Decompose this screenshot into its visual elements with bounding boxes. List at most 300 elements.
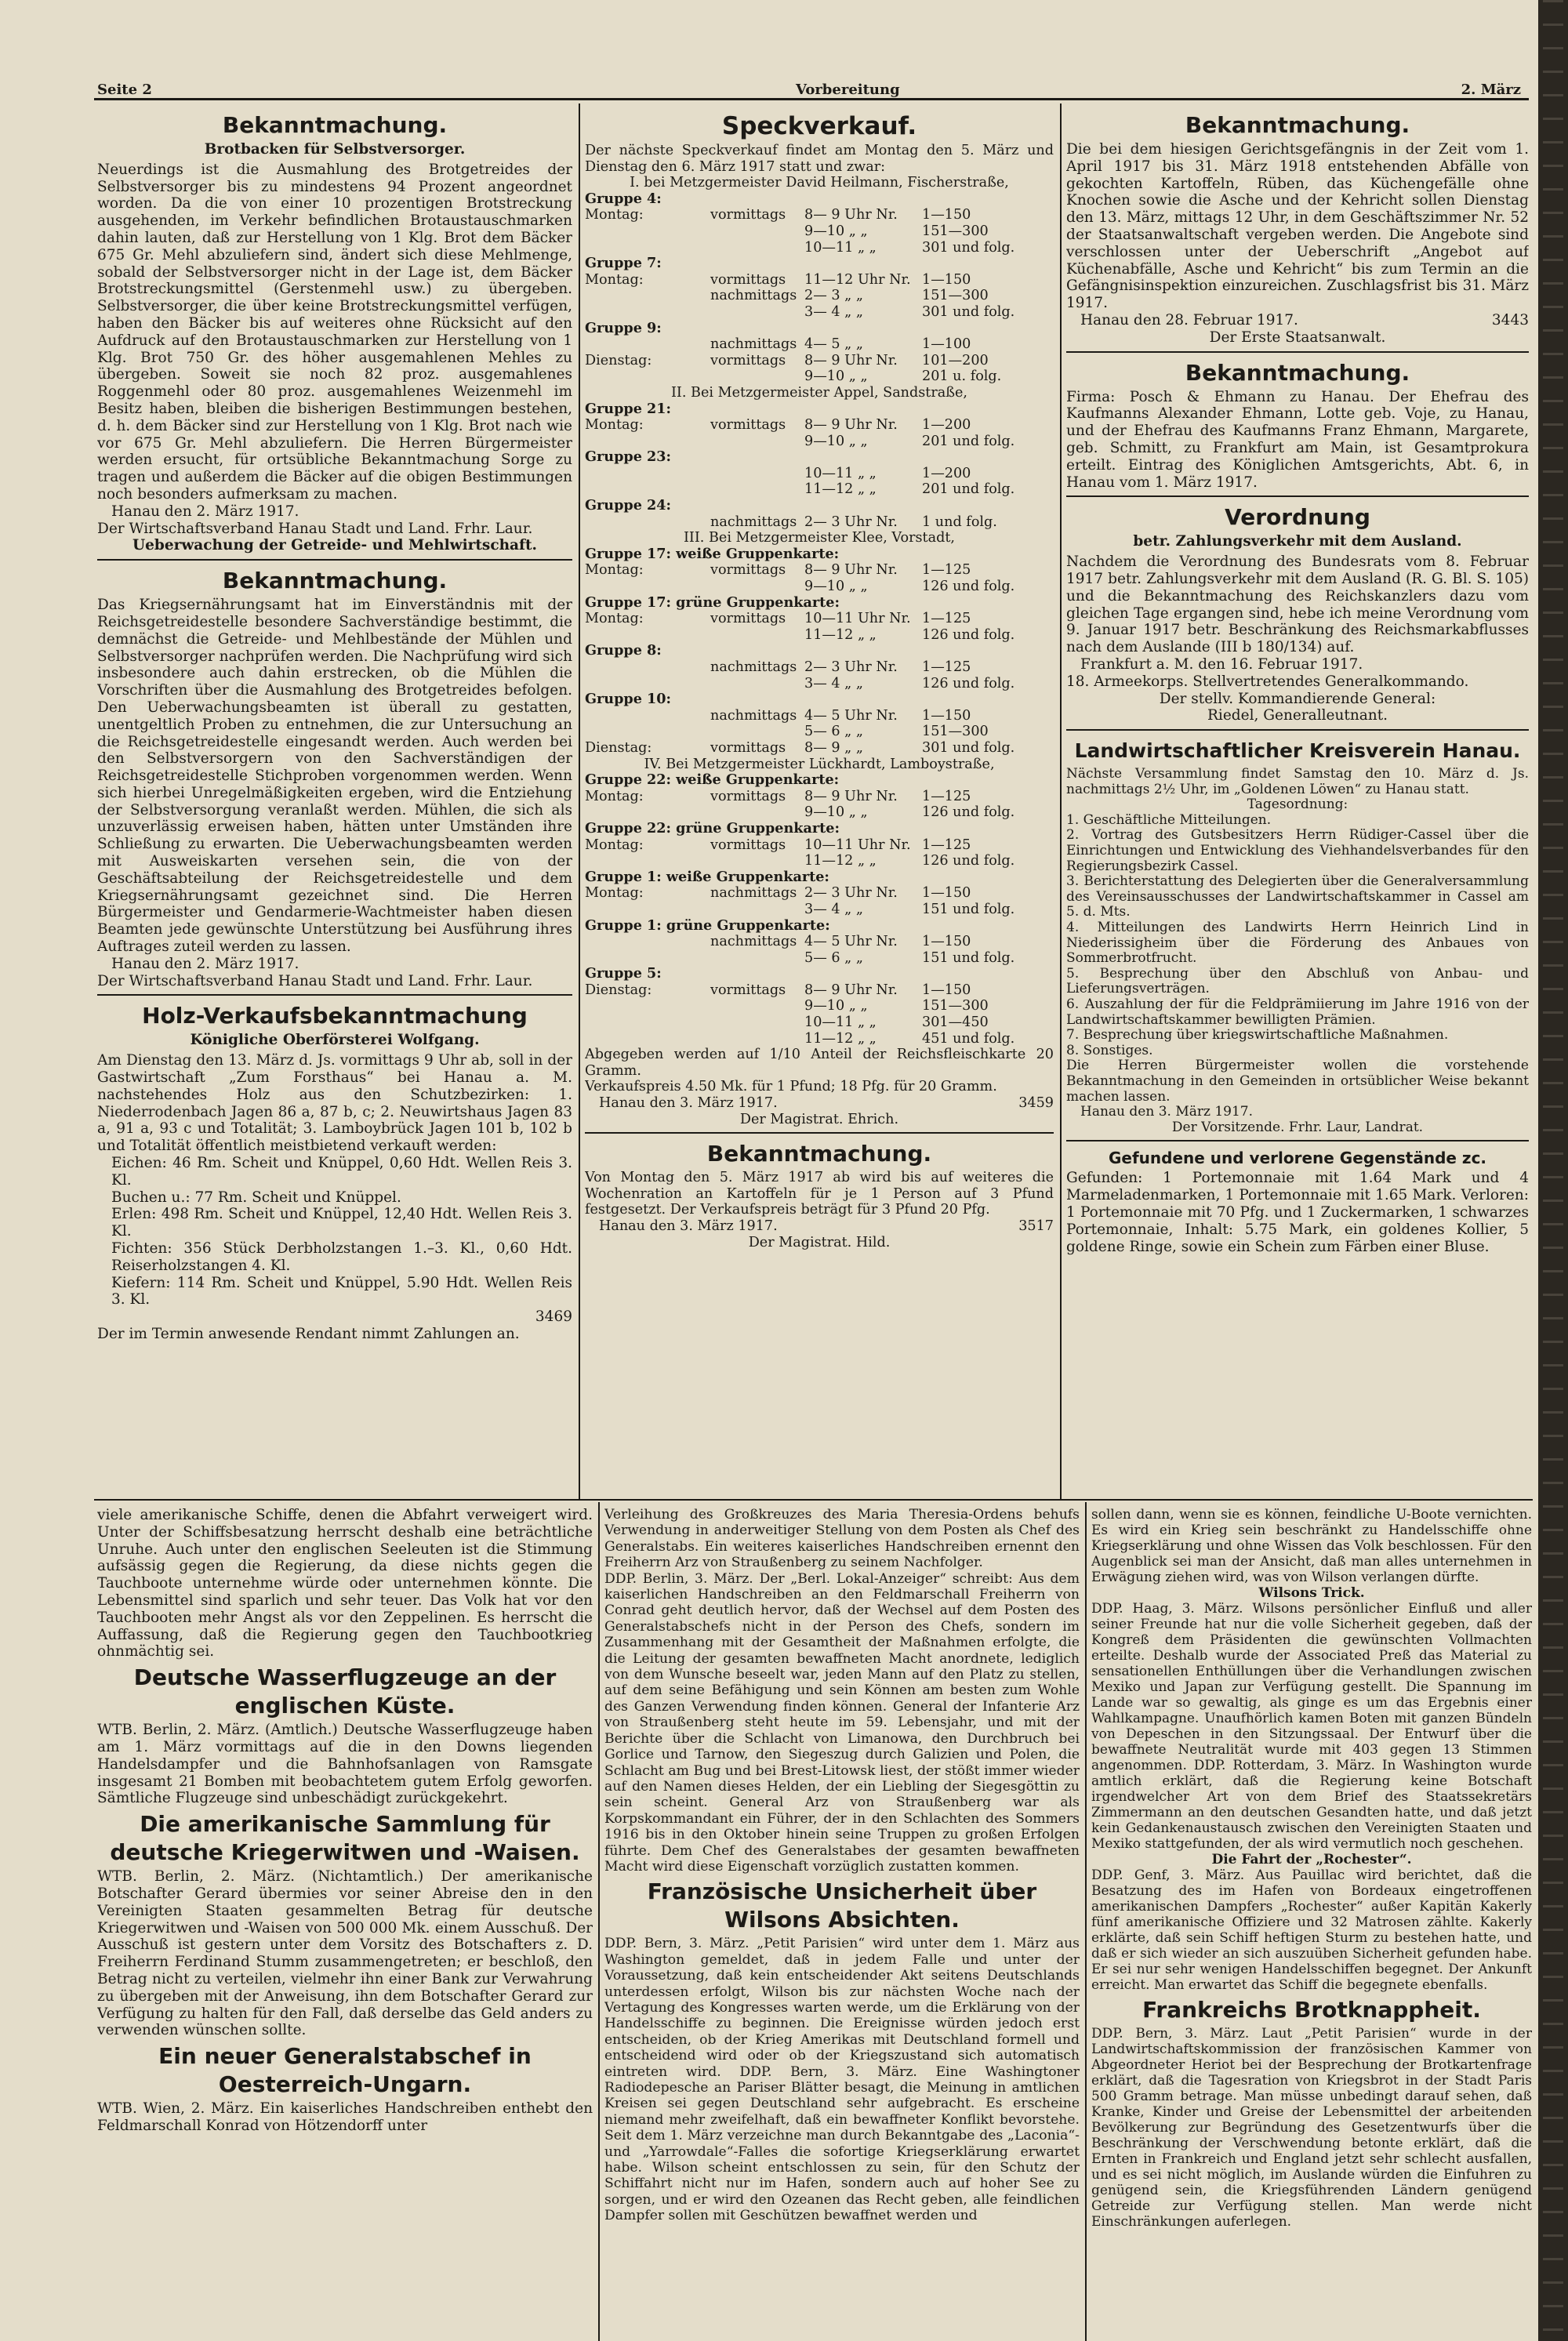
article-headline: Frankreichs Brotknappheit.	[1142, 1997, 1481, 2023]
schedule-row	[585, 417, 1054, 434]
schedule-row	[585, 659, 1054, 676]
schedule-numbers: 1—125	[922, 659, 971, 675]
schedule-hours: 9—10 „ „	[804, 368, 868, 385]
schedule-hours: 11—12 „ „	[804, 1030, 877, 1047]
schedule-daytime	[710, 481, 804, 498]
notice-signature: Der Erste Staatsanwalt.	[1209, 328, 1386, 346]
notice-number: 3517	[1018, 1218, 1054, 1234]
schedule-hours: 2— 3 Uhr Nr.	[804, 514, 898, 530]
schedule-day	[585, 676, 710, 692]
wood-item: Erlen: 498 Rm. Scheit und Knüppel, 12,40 Hdt. Wellen Reis 3. Kl.	[111, 1206, 572, 1240]
schedule-day	[585, 481, 710, 498]
schedule-daytime	[710, 368, 804, 385]
schedule-day: Montag:	[585, 885, 644, 902]
schedule-hours: 3— 4 „ „	[804, 901, 863, 917]
schedule-daytime	[710, 466, 804, 482]
schedule-day	[585, 1014, 710, 1031]
schedule-numbers: 1—100	[922, 336, 971, 353]
divider	[1066, 1140, 1529, 1141]
schedule-daytime	[710, 627, 804, 644]
agenda-title: Tagesordnung:	[1247, 797, 1348, 813]
article-text: Verleihung des Großkreuzes des Maria Theresia-Ordens behufs Verwendung in anderweitiger Stellung von dem Posten als Chef des Generalstabs. Ein weiteres kaiserliches Handschreiben ernennt den Freiherrn Arz von Straußenberg zu seinem Nachfolger.	[604, 1507, 1080, 1571]
schedule-day	[585, 514, 710, 531]
binding-edge	[1538, 0, 1568, 2341]
schedule-hours: 4— 5 „ „	[804, 336, 863, 353]
notice-body: Firma: Posch & Ehmann zu Hanau. Der Ehefrau des Kaufmanns Alexander Ehmann, Lotte geb. Voje, zu Hanau, und der Ehefrau des Kaufmanns Franz Ehmann, Margarete, geb. Schmitt, zu Frankfurt am Main, ist Gesamtprokura erteilt. Eintrag des Königlichen Amtsgerichts, Abt. 6, in Hanau vom 1. März 1917.	[1066, 388, 1529, 491]
group-label: Gruppe 17: grüne Gruppenkarte:	[585, 593, 840, 611]
group-label: Gruppe 8:	[585, 642, 662, 659]
schedule-row	[585, 207, 1054, 223]
schedule-day	[585, 288, 710, 304]
notice-date: Frankfurt a. M. den 16. Februar 1917.	[1080, 655, 1363, 673]
schedule-row	[585, 934, 1054, 950]
schedule-row	[585, 481, 1054, 498]
notice-verordnung	[1066, 503, 1529, 724]
schedule-daytime: vormittags	[710, 739, 786, 756]
group-label: Gruppe 10:	[585, 691, 671, 708]
schedule-numbers: 1—150	[922, 707, 971, 724]
schedule-day	[585, 304, 710, 321]
schedule-daytime	[710, 950, 804, 967]
header-date: 2. März	[1461, 82, 1521, 98]
notice-body: Von Montag den 5. März 1917 ab wird bis auf weiteres die Wochenration an Kartoffeln für je 1 Person auf 3 Pfund festgesetzt. Der Verkaufspreis beträgt für 3 Pfund 20 Pfg.	[585, 1170, 1054, 1218]
column-rule-2	[1060, 103, 1062, 1499]
notice-date: Hanau den 28. Februar 1917.	[1080, 311, 1298, 328]
schedule-daytime	[710, 1031, 804, 1047]
schedule-numbers: 301 und folg.	[922, 239, 1015, 256]
column-rule-1	[579, 103, 580, 1499]
lower-rule-1	[598, 1502, 600, 2341]
schedule-day	[585, 627, 710, 644]
notice-date-row	[585, 1095, 1054, 1112]
schedule-numbers: 1—200	[922, 465, 971, 481]
group-label: Gruppe 5:	[585, 965, 662, 982]
schedule-numbers: 1—125	[922, 788, 971, 804]
notice-body: Die bei dem hiesigen Gerichtsgefängnis in der Zeit vom 1. April 1917 bis 31. März 1918 entstehenden Abfälle von gekochten Kartoffeln, Rüben, das Küchengefälle ohne Knochen sowie die Asche und der Kehricht sollen Dienstag den 13. März, mittags 12 Uhr, in dem Geschäftszimmer Nr. 52 der Staatsanwaltschaft vergeben werden. Die Angebote sind verschlossen unter der Ueberschrift „Angebot auf Küchenabfälle, Asche und Kehricht“ bis zum Termin an die Gefängnisinspektion einzureichen. Zuschlagsfrist bis 31. März 1917.	[1066, 141, 1529, 312]
schedule-day: Montag:	[585, 611, 644, 627]
schedule-numbers: 1—125	[922, 611, 971, 627]
notice-title: Bekanntmachung.	[1185, 359, 1410, 386]
agenda-item: 6. Auszahlung der für die Feldprämiierung im Jahre 1916 von der Landwirtschaftskammer bewilligten Prämien.	[1066, 996, 1529, 1028]
divider	[1066, 351, 1529, 353]
schedule-hours: 11—12 „ „	[804, 853, 877, 869]
schedule-numbers: 1—150	[922, 934, 971, 950]
header-page-number: Seite 2	[97, 82, 152, 98]
section-rule	[94, 1499, 1533, 1501]
divider	[1066, 729, 1529, 731]
schedule-day: Dienstag:	[585, 352, 652, 368]
notice-signature: Der Vorsitzende. Frhr. Laur, Landrat.	[1171, 1119, 1424, 1135]
article-text: DDP. Genf, 3. März. Aus Pauillac wird berichtet, daß die Besatzung des im Hafen von Bordeaux eingetroffenen amerikanischen Dampfers „Rochester“ außer Kapitän Kakerly fünf amerikanische Offiziere und 32 Matrosen zählte. Kakerly erklärte, daß sein Schiff heftigen Sturm zu bestehen hatte, und daß er sich wieder an sich auszuüben Sicherheit gefunden habe. Er sei nur sehr wenigen Handelsschiffen begegnet. Der Ankunft erreicht. Man erwartet das Schiff die begegnete ebenfalls.	[1091, 1867, 1532, 1993]
schedule-daytime	[710, 804, 804, 821]
notice-signature: Der Wirtschaftsverband Hanau Stadt und Land. Frhr. Laur.	[97, 520, 533, 537]
wood-item: Fichten: 356 Stück Derbholzstangen 1.–3. Kl., 0,60 Hdt. Reiserholzstangen 4. Kl.	[111, 1240, 572, 1274]
schedule-daytime: vormittags	[710, 611, 786, 627]
lower-column-2	[604, 1507, 1080, 2338]
schedule-hours: 10—11 „ „	[804, 465, 877, 481]
butcher-heading: II. Bei Metzgermeister Appel, Sandstraße,	[670, 384, 968, 401]
schedule-row	[585, 272, 1054, 289]
butcher-heading: IV. Bei Metzgermeister Lückhardt, Lamboystraße,	[644, 756, 995, 772]
notice-title: Speckverkauf.	[721, 112, 917, 140]
notice-title: Gefundene und verlorene Gegenstände zc.	[1108, 1149, 1487, 1168]
page-header	[94, 82, 1529, 100]
article-headline: Die amerikanische Sammlung für deutsche Kriegerwitwen und -Waisen.	[110, 1811, 580, 1866]
article-subhead: Wilsons Trick.	[1258, 1585, 1365, 1601]
agenda-item: 2. Vortrag des Gutsbesitzers Herrn Rüdiger-Cassel über die Einrichtungen und Entwicklung des Viehhandelsverbandes für den Regierungsbezirk Cassel.	[1066, 827, 1529, 874]
schedule-day: Montag:	[585, 837, 644, 853]
schedule-daytime	[710, 579, 804, 595]
schedule-numbers: 126 und folg.	[922, 626, 1015, 643]
agenda-item: 4. Mitteilungen des Landwirts Herrn Heinrich Lind in Niederissigheim über die Förderung des Anbaues von Sommerbrotfrucht.	[1066, 920, 1529, 967]
schedule-numbers: 1—150	[922, 271, 971, 288]
butcher-heading: I. bei Metzgermeister David Heilmann, Fischerstraße,	[630, 175, 1009, 191]
notice-abfaelle	[1066, 111, 1529, 347]
schedule-numbers: 1—150	[922, 207, 971, 223]
agenda-item: 7. Besprechung über kriegswirtschaftliche Maßnahmen.	[1066, 1027, 1449, 1043]
notice-prokura	[1066, 359, 1529, 492]
schedule-hours: 2— 3 „ „	[804, 288, 863, 304]
schedule-daytime: vormittags	[710, 562, 786, 579]
notice-subtitle: Brotbacken für Selbstversorger.	[204, 141, 466, 158]
schedule-numbers: 151 und folg.	[922, 901, 1015, 917]
schedule-hours: 8— 9 „ „	[804, 739, 863, 756]
schedule-row	[585, 885, 1054, 902]
schedule-daytime	[710, 304, 804, 321]
schedule-day	[585, 853, 710, 869]
schedule-daytime: vormittags	[710, 837, 786, 853]
lower-rule-2	[1085, 1502, 1087, 2341]
schedule-hours: 11—12 Uhr Nr.	[804, 271, 911, 288]
notice-signature: Der Wirtschaftsverband Hanau Stadt und Land. Frhr. Laur.	[97, 972, 533, 989]
article-text: DDP. Bern, 3. März. „Petit Parisien“ wird unter dem 1. März aus Washington gemeldet, daß in jedem Falle und unter der Voraussetzung, daß kein entscheidender Akt seitens Deutschlands unterdessen erfolgt, Wilson bis zur nächsten Woche nach der Vertagung des Kongresses warten werde, um die Erklärung von der Handelsschiffe zu beginnen. Die Ereignisse würden jedoch erst entscheiden, ob der Krieg Amerikas mit Deutschland formell und entscheidend wird oder ob der Kriegszustand sich automatisch eintreten wird. DDP. Bern, 3. März. Eine Washingtoner Radiodepesche an Pariser Blätter besagt, die Meinung in amtlichen Kreisen sei gegen Deutschland sehr aufgebracht. Es erscheine niemand mehr zweifelhaft, daß ein bewaffneter Konflikt bevorstehe. Seit dem 1. März verzeichne man durch Bekanntgabe des „Laconia“- und „Yarrowdale“-Falles die sofortige Kriegserklärung erwartet habe. Wilson scheint entschlossen zu sein, für den Schutz der Schiffahrt nicht nur im Hafen, sondern auch auf hoher See zu sorgen, und er wird den Ozeanen das Recht geben, alle feindlichen Dampfer sollen mit Geschützen bewaffnet werden und	[604, 1936, 1080, 2224]
schedule-day	[585, 1031, 710, 1047]
divider	[1066, 495, 1529, 497]
article-text: DDP. Berlin, 3. März. Der „Berl. Lokal-Anzeiger“ schreibt: Aus dem kaiserlichen Handschreiben an den Feldmarschall Freiherrn von Conrad geht deutlich hervor, daß der Wechsel auf dem Posten des Generalstabschefs nicht in der Person des Chefs, sondern im Zusammenhang mit der Gesamtheit der Maßnahmen erfolgte, die die Leitung der gesamten bewaffneten Macht anordnete, lediglich von dem Wunsche beseelt war, jeden Mann auf den Platz zu stellen, auf dem seine Befähigung und sein Können am besten zum Wohle des Ganzen Verwendung finden können. General der Infanterie Arz von Straußenberg steht heute im 59. Lebensjahr, und mit der Berichte über die Schlacht von Limanowa, den Durchbruch bei Gorlice und Tarnow, den Siegeszug durch Galizien und Polen, die Schlacht am Bug und bei Brest-Litowsk liest, der stößt immer wieder auf den Namen dieses Helden, der ein Liebling der Siegesgöttin zu sein scheint. General Arz von Straußenberg war als Korpskommandant ein Führer, der in den Schlachten des Sommers 1916 bis in den Oktober hinein seine Truppen zu großen Erfolgen führte. Dem Chef des Generalstabes der gesamten bewaffneten Macht wird diese Eigenschaft vorzüglich zustatten kommen.	[604, 1570, 1080, 1875]
schedule-hours: 9—10 „ „	[804, 804, 868, 821]
group-label: Gruppe 1: weiße Gruppenkarte:	[585, 868, 829, 885]
notice-date: Hanau den 3. März 1917.	[599, 1218, 778, 1234]
schedule-hours: 8— 9 Uhr Nr.	[804, 982, 898, 998]
schedule-row	[585, 982, 1054, 999]
schedule-daytime: nachmittags	[710, 336, 797, 353]
agenda-item: 1. Geschäftliche Mitteilungen.	[1066, 811, 1272, 828]
schedule-row	[585, 223, 1054, 240]
schedule-row	[585, 837, 1054, 854]
schedule-row	[585, 950, 1054, 967]
notice-brotbacken	[97, 111, 572, 554]
article-text: WTB. Berlin, 2. März. (Amtlich.) Deutsche Wasserflugzeuge haben am 1. März vormittags auf die in den Downs liegenden Handelsdampfer und die Bahnhofsanlagen von Ramsgate insgesamt 21 Bomben mit beobachtetem gutem Erfolg geworfen. Sämtliche Flugzeuge sind unbeschädigt zurückgekehrt.	[97, 1722, 593, 1807]
schedule-hours: 9—10 „ „	[804, 998, 868, 1014]
notice-title: Bekanntmachung.	[1185, 112, 1410, 138]
notice-date: Hanau den 2. März 1917.	[111, 503, 299, 520]
schedule-numbers: 151—300	[922, 223, 989, 239]
schedule-day	[585, 223, 710, 240]
article-headline: Französische Unsicherheit über Wilsons Absichten.	[647, 1878, 1037, 1933]
schedule-row	[585, 579, 1054, 595]
schedule-row	[585, 676, 1054, 692]
schedule-numbers: 201 und folg.	[922, 481, 1015, 498]
agenda-item: 3. Berichterstattung des Delegierten über die Generalversammlung des Vereinsausschusses der Landwirtschaftskammer in Cassel am 5. d. Mts.	[1066, 873, 1529, 920]
article-text: DDP. Haag, 3. März. Wilsons persönlicher Einfluß und aller seiner Freunde hat nur die volle Sicherheit gegeben, daß der Kongreß dem Präsidenten die gewünschten Vollmachten erteilte. Deshalb wurde der Associated Preß das Material zu sensationellen Enthüllungen über die Verhandlungen zwischen Mexiko und Japan zur Verfügung gestellt. Die Spannung im Lande war so gewaltig, als ginge es um das Ergebnis einer Wahlkampagne. Unaufhörlich kamen Boten mit ganzen Bündeln von Depeschen in den Sitzungssaal. Der Entwurf über die bewaffnete Neutralität wurde mit 403 gegen 13 Stimmen angenommen. DDP. Rotterdam, 3. März. In Washington wurde amtlich erklärt, daß die Regierung keine Botschaft irgendwelcher Art von dem Brief des Staatssekretärs Zimmermann an den deutschen Gesandten hatte, und daß jetzt kein Gedankenaustausch zwischen den Vereinigten Staaten und Mexiko stattgefunden, der als wird vermutlich noch geschehen.	[1091, 1601, 1532, 1852]
article-text: viele amerikanische Schiffe, denen die Abfahrt verweigert wird. Unter der Schiffsbesatzung herrscht deshalb eine beträchtliche Unruhe. Auch unter den englischen Seeleuten ist die Stimmung aufsässig gegen die Regierung, da diese nichts gegen die Tauchboote unternehme würde oder unternehmen könnte. Die Lebensmittel sind sparlich und sehr teuer. Das Volk hat vor den Tauchbooten mehr Angst als vor den Zeppelinen. Es herrscht die Auffassung, daß die Regierung gegen den Tauchbootkrieg ohnmächtig sei.	[97, 1507, 593, 1660]
notice-signature: Der Magistrat. Hild.	[748, 1234, 891, 1250]
notice-number: 3469	[535, 1308, 572, 1326]
notice-date: Hanau den 3. März 1917.	[1080, 1104, 1254, 1120]
group-label: Gruppe 1: grüne Gruppenkarte:	[585, 916, 830, 934]
schedule-day	[585, 579, 710, 595]
group-label: Gruppe 22: weiße Gruppenkarte:	[585, 771, 840, 789]
schedule-numbers: 301 und folg.	[922, 739, 1015, 756]
schedule-daytime: nachmittags	[710, 288, 797, 304]
schedule-daytime	[710, 902, 804, 918]
schedule-row	[585, 304, 1054, 321]
schedule-daytime	[710, 724, 804, 740]
schedule-numbers: 301—450	[922, 1014, 989, 1031]
schedule-day	[585, 804, 710, 821]
notice-kreisverein	[1066, 737, 1529, 1135]
schedule-daytime: vormittags	[710, 207, 786, 223]
article-text: WTB. Berlin, 2. März. (Nichtamtlich.) Der amerikanische Botschafter Gerard übermies vor seiner Abreise den in den Vereinigten Staaten gesammelten Betrag für deutsche Kriegerwitwen und -Waisen von 500 000 Mk. einem Ausschuß. Der Ausschuß ist gestern unter dem Vorsitz des Botschafters z. D. Freiherrn Ferdinand Stumm zusammengetreten; er beschloß, den Betrag nicht zu verteilen, vielmehr ihn einer Bank zur Verwahrung zu übergeben mit der Anweisung, ihn dem Botschafter Gerard zur Verfügung zu halten für den Fall, daß derselbe das Geld anders zu verwenden wünschen sollte.	[97, 1868, 593, 2039]
schedule-daytime: nachmittags	[710, 934, 797, 950]
schedule-hours: 2— 3 Uhr Nr.	[804, 659, 898, 675]
schedule-day: Montag:	[585, 207, 644, 223]
schedule-numbers: 126 und folg.	[922, 579, 1015, 595]
schedule-row	[585, 353, 1054, 369]
schedule-numbers: 301 und folg.	[922, 303, 1015, 320]
notice-title: Holz-Verkaufsbekanntmachung	[142, 1003, 528, 1029]
upper-column-3	[1066, 108, 1529, 1496]
notice-intro: Der nächste Speckverkauf findet am Montag den 5. März und Dienstag den 6. März 1917 statt und zwar:	[585, 143, 1054, 175]
schedule-hours: 4— 5 Uhr Nr.	[804, 934, 898, 950]
divider	[97, 994, 572, 996]
schedule-hours: 8— 9 Uhr Nr.	[804, 788, 898, 804]
schedule-day	[585, 950, 710, 967]
schedule-day: Montag:	[585, 562, 644, 579]
schedule-row	[585, 902, 1054, 918]
schedule-hours: 9—10 „ „	[804, 223, 868, 239]
schedule-numbers: 126 und folg.	[922, 853, 1015, 869]
schedule-row	[585, 998, 1054, 1014]
wood-item: Eichen: 46 Rm. Scheit und Knüppel, 0,60 Hdt. Wellen Reis 3. Kl.	[111, 1155, 572, 1189]
schedule-numbers: 151 und folg.	[922, 949, 1015, 966]
article-text: sollen dann, wenn sie es können, feindliche U-Boote vernichten. Es wird ein Krieg sein beschränkt zu Handelsschiffe ohne Kriegserklärung und ohne Wissen das Volk beschlossen. Für den Augenblick sei man der Ansicht, daß man alles unternehmen in Erwägung ziehen wird, was von Wilson verlangen dürfte.	[1091, 1507, 1532, 1585]
schedule-daytime	[710, 223, 804, 240]
schedule-numbers: 151—300	[922, 998, 989, 1014]
schedule-numbers: 151—300	[922, 288, 989, 304]
schedule-day	[585, 240, 710, 256]
notice-number: 3443	[1491, 311, 1529, 328]
schedule-hours: 4— 5 Uhr Nr.	[804, 707, 898, 724]
schedule-numbers: 101—200	[922, 352, 989, 368]
schedule-numbers: 1—150	[922, 885, 971, 902]
group-label: Gruppe 24:	[585, 497, 671, 514]
group-label: Gruppe 4:	[585, 190, 662, 207]
wood-item: Buchen u.: 77 Rm. Scheit und Knüppel.	[111, 1189, 401, 1206]
schedule-day: Montag:	[585, 788, 644, 804]
schedule-daytime	[710, 676, 804, 692]
group-label: Gruppe 9:	[585, 319, 662, 336]
schedule-numbers: 1 und folg.	[922, 514, 997, 530]
schedule-day: Dienstag:	[585, 982, 652, 998]
upper-column-2	[585, 108, 1054, 1496]
schedule-row	[585, 368, 1054, 385]
notice-price: Verkaufspreis 4.50 Mk. für 1 Pfund; 18 Pfg. für 20 Gramm.	[585, 1079, 997, 1095]
schedule-hours: 3— 4 „ „	[804, 303, 863, 320]
header-title: Vorbereitung	[796, 82, 900, 98]
article-headline: Deutsche Wasserflugzeuge an der englischen Küste.	[133, 1664, 557, 1719]
schedule-row	[585, 627, 1054, 644]
schedule-numbers: 1—150	[922, 982, 971, 998]
schedule-daytime	[710, 853, 804, 869]
schedule-daytime: nachmittags	[710, 707, 797, 724]
notice-kartoffeln	[585, 1140, 1054, 1250]
notice-body: Gefunden: 1 Portemonnaie mit 1.64 Mark und 4 Marmeladenmarken, 1 Portemonnaie mit 1.65 Mark. Verloren: 1 Portemonnaie mit 70 Pfg. und 1 Zuckermarken, 1 schwarzes Portemonnaie, Inhalt: 5.75 Mark, ein goldenes Kollier, 5 goldene Ringe, sowie ein Schein zum Färben einer Bluse.	[1066, 1170, 1529, 1255]
notice-title: Verordnung	[1225, 504, 1370, 531]
group-label: Gruppe 21:	[585, 400, 671, 417]
wood-item: Kiefern: 114 Rm. Scheit und Knüppel, 5.90 Hdt. Wellen Reis 3. Kl.	[111, 1274, 572, 1308]
group-label: Gruppe 22: grüne Gruppenkarte:	[585, 819, 840, 837]
notice-title: Bekanntmachung.	[222, 568, 448, 594]
schedule-hours: 5— 6 „ „	[804, 724, 863, 740]
group-label: Gruppe 7:	[585, 255, 662, 272]
schedule-day	[585, 466, 710, 482]
notice-corps: 18. Armeekorps. Stellvertretendes Generalkommando.	[1066, 673, 1469, 690]
schedule-daytime: vormittags	[710, 271, 786, 288]
binding-strip	[1543, 0, 1563, 2341]
schedule-day: Montag:	[585, 271, 644, 288]
divider	[97, 559, 572, 561]
notice-title: Bekanntmachung.	[706, 1141, 932, 1167]
schedule-day	[585, 434, 710, 450]
schedule-numbers: 201 u. folg.	[922, 368, 1002, 385]
schedule-numbers: 126 und folg.	[922, 675, 1015, 691]
schedule-hours: 2— 3 Uhr Nr.	[804, 885, 898, 902]
schedule-row	[585, 804, 1054, 821]
schedule-row	[585, 562, 1054, 579]
notice-holzverkauf	[97, 1002, 572, 1342]
schedule-hours: 10—11 „ „	[804, 239, 877, 256]
notice-title: Bekanntmachung.	[222, 112, 448, 138]
schedule-row	[585, 1031, 1054, 1047]
speck-schedule	[585, 175, 1054, 1047]
schedule-daytime	[710, 998, 804, 1014]
schedule-row	[585, 288, 1054, 304]
article-text: DDP. Bern, 3. März. Laut „Petit Parisien“ wurde in der Landwirtschaftskommission der französischen Kammer von Abgeordneter Heriot bei der Besprechung der Brotkartenfrage erklärt, daß die Tagesration von Kriegsbrot in der Stadt Paris 500 Gramm betrage. Man müsse unbedingt darauf sehen, daß Kranke, Kinder und Greise der Lebensmittel der arbeitenden Bevölkerung zur Begründung des Gesetzentwurfs über die Beschränkung der Verschwendung betonte erklärt, daß die Ernten in Frankreich und England jetzt sehr schlecht ausfallen, und es sei nicht möglich, im Auslande würden die Einfuhren zu genügend sein, die Kriegsführenden Ländern genügend Getreide zur Verfügung stellen. Man werde nicht Einschränkungen auferlegen.	[1091, 2026, 1532, 2230]
schedule-hours: 5— 6 „ „	[804, 949, 863, 966]
schedule-hours: 8— 9 Uhr Nr.	[804, 352, 898, 368]
notice-date: Hanau den 3. März 1917.	[599, 1095, 778, 1112]
schedule-numbers: 1—125	[922, 837, 971, 853]
agenda-item: 8. Sonstiges.	[1066, 1042, 1153, 1058]
upper-column-1	[97, 108, 572, 1496]
schedule-day	[585, 902, 710, 918]
schedule-hours: 11—12 „ „	[804, 481, 877, 498]
schedule-daytime: nachmittags	[710, 885, 797, 902]
schedule-row	[585, 724, 1054, 740]
schedule-row	[585, 611, 1054, 627]
article-subhead: Die Fahrt der „Rochester“.	[1211, 1852, 1412, 1867]
schedule-daytime: vormittags	[710, 352, 786, 368]
schedule-row	[585, 740, 1054, 757]
lower-column-3	[1091, 1507, 1532, 2338]
schedule-day: Montag:	[585, 417, 644, 434]
schedule-day	[585, 368, 710, 385]
notice-date: Hanau den 2. März 1917.	[111, 955, 299, 972]
notice-nachpruefung	[97, 567, 572, 989]
notice-number: 3459	[1018, 1095, 1054, 1112]
schedule-numbers: 151—300	[922, 724, 989, 740]
group-label: Gruppe 17: weiße Gruppenkarte:	[585, 545, 840, 562]
schedule-numbers: 451 und folg.	[922, 1030, 1015, 1047]
schedule-row	[585, 240, 1054, 256]
article-text: WTB. Wien, 2. März. Ein kaiserliches Handschreiben enthebt den Feldmarschall Konrad von Hötzendorff unter	[97, 2100, 593, 2134]
schedule-row	[585, 466, 1054, 482]
notice-body: Neuerdings ist die Ausmahlung des Brotgetreides der Selbstversorger bis zu mindestens 94 Prozent angeordnet worden. Da die von einer 10 prozentigen Brotstreckung ausgehenden, im Verkehr befindlichen Brotaustauschmarken dahin lauten, daß zur Herstellung von 1 Klg. Brot dem Bäcker 675 Gr. Mehl abzuliefern sind, ändert sich diese Mehlmenge, sobald der Selbstversorger nicht in der Lage ist, dem Bäcker Brotstreckungsmittel (Gerstenmehl usw.) zu übergeben. Selbstversorger, die über keine Brotstreckungsmittel verfügen, haben den Bäcker bis auf weiteres ohne Rücksicht auf den Aufdruck auf den Brotaustauschmarken zur Herstellung von 1 Klg. Brot 750 Gr. des höher ausgemahlenen Mehles zu übergeben. Soweit sie noch 82 proz. ausgemahlenes Roggenmehl oder 80 proz. ausgemahlenes Weizenmehl im Besitz haben, bleiben die bisherigen Bestimmungen bestehen, d. h. dem Bäcker sind zur Herstellung von 1 Klg. Brot nach wie vor 675 Gr. Mehl abzuliefern. Die Herren Bürgermeister werden ersucht, für ortsübliche Bekanntmachung Sorge zu tragen und außerdem die Bäcker auf die obigen Bestimmungen noch besonders aufmerksam zu machen.	[97, 161, 572, 503]
schedule-day: Dienstag:	[585, 739, 652, 756]
notice-date-row	[1066, 312, 1529, 329]
notice-intro: Nächste Versammlung findet Samstag den 10. März d. Js. nachmittags 2½ Uhr, im „Goldenen Löwen“ zu Hanau statt.	[1066, 766, 1529, 797]
notice-fundsachen	[1066, 1148, 1529, 1255]
agenda-item: 5. Besprechung über den Abschluß von Anbau- und Lieferungsverträgen.	[1066, 965, 1529, 997]
schedule-row	[585, 708, 1054, 724]
schedule-daytime: vormittags	[710, 417, 786, 434]
butcher-heading: III. Bei Metzgermeister Klee, Vorstadt,	[683, 530, 956, 546]
schedule-daytime: vormittags	[710, 788, 786, 804]
schedule-row	[585, 336, 1054, 353]
schedule-day	[585, 708, 710, 724]
schedule-day	[585, 336, 710, 353]
notice-closing: Die Herren Bürgermeister wollen die vorstehende Bekanntmachung in den Gemeinden in ortsüblicher Weise bekannt machen lassen.	[1066, 1058, 1529, 1105]
schedule-hours: 10—11 Uhr Nr.	[804, 611, 911, 627]
notice-body: Das Kriegsernährungsamt hat im Einverständnis mit der Reichsgetreidestelle besondere Sachverständige bestimmt, die demnächst die Getreide- und Mehlbestände der Mühlen und Selbstversorger nachprüfen werden. Die Nachprüfung wird sich insbesondere auch dahin erstrecken, ob die Mühlen die Vorschriften über die Ausmahlung des Brotgetreides befolgen. Den Ueberwachungsbeamten ist überall zu gestatten, unentgeltlich Proben zu entnehmen, die zur Untersuchung an die Reichsgetreidestelle eingesandt werden. Auch werden bei den Selbstversorgern von den Sachverständigen der Reichsgetreidestelle Stichproben vorgenommen werden. Wenn sich hierbei Unregelmäßigkeiten ergeben, wird die Entziehung der Selbstversorgung veranlaßt werden. Mühlen, die sich als unzuverlässig erweisen haben, hätten unter Umständen ihre Schließung zu erwarten. Die Ueberwachungsbeamten werden mit Ausweiskarten versehen sein, die von der Geschäftsabteilung der Reichsgetreidestelle und dem Kriegsernährungsamt gezeichnet sind. Die Herren Bürgermeister und Gendarmerie-Wachtmeister haben diesen Beamten jede gewünschte Unterstützung bei Ausführung ihres Auftrages zuteil werden zu lassen.	[97, 597, 572, 956]
lower-column-1	[97, 1507, 593, 2338]
schedule-hours: 10—11 Uhr Nr.	[804, 837, 911, 853]
schedule-day	[585, 659, 710, 676]
schedule-daytime	[710, 240, 804, 256]
schedule-daytime: nachmittags	[710, 514, 797, 530]
schedule-hours: 9—10 „ „	[804, 579, 868, 595]
schedule-row	[585, 434, 1054, 450]
schedule-day	[585, 934, 710, 950]
schedule-hours: 8— 9 Uhr Nr.	[804, 562, 898, 579]
notice-signature-department: Ueberwachung der Getreide- und Mehlwirtschaft.	[132, 537, 537, 554]
schedule-hours: 8— 9 Uhr Nr.	[804, 417, 898, 434]
notice-body: Nachdem die Verordnung des Bundesrats vom 8. Februar 1917 betr. Zahlungsverkehr mit dem Ausland (R. G. Bl. S. 105) und die Bekanntmachung des Reichskanzlers dazu vom gleichen Tage ergangen sind, hebe ich meine Verordnung vom 9. Januar 1917 betr. Beschränkung des Reichsmarkabflusses nach dem Auslande (III b 180/134) auf.	[1066, 553, 1529, 656]
schedule-row	[585, 514, 1054, 531]
schedule-daytime: nachmittags	[710, 659, 797, 675]
schedule-day	[585, 724, 710, 740]
notice-speckverkauf	[585, 111, 1054, 1127]
schedule-daytime	[710, 1014, 804, 1031]
notice-footer: Der im Termin anwesende Rendant nimmt Zahlungen an.	[97, 1326, 520, 1342]
notice-general: Der stellv. Kommandierende General:	[1159, 690, 1436, 707]
schedule-row	[585, 1014, 1054, 1031]
schedule-hours: 3— 4 „ „	[804, 675, 863, 691]
schedule-hours: 8— 9 Uhr Nr.	[804, 207, 898, 223]
divider	[585, 1132, 1054, 1134]
schedule-daytime: vormittags	[710, 982, 786, 998]
notice-subtitle: betr. Zahlungsverkehr mit dem Ausland.	[1133, 533, 1462, 550]
group-label: Gruppe 23:	[585, 448, 671, 466]
schedule-daytime	[710, 434, 804, 450]
notice-date-row	[585, 1218, 1054, 1235]
notice-subtitle: Königliche Oberförsterei Wolfgang.	[190, 1032, 480, 1049]
schedule-row	[585, 789, 1054, 805]
notice-signature: Riedel, Generalleutnant.	[1207, 707, 1388, 724]
schedule-numbers: 1—200	[922, 417, 971, 434]
notice-title: Landwirtschaftlicher Kreisverein Hanau.	[1074, 739, 1521, 763]
